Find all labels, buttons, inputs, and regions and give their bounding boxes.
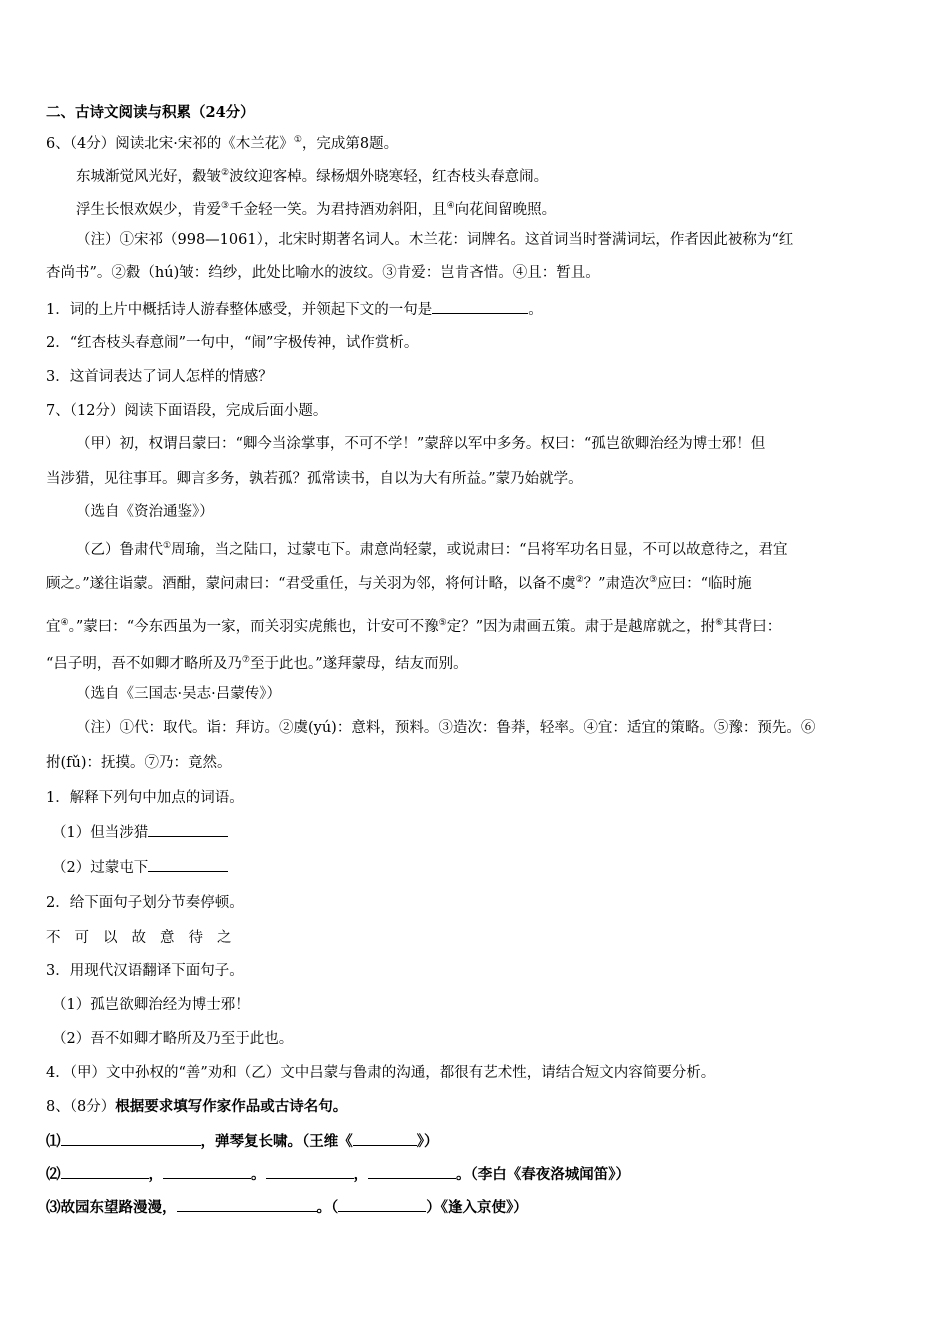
q6-item-2: 2．“红杏枝头春意闹”一句中，“闹”字极传神，试作赏析。 bbox=[46, 335, 419, 351]
answer-blank[interactable] bbox=[432, 299, 528, 314]
answer-blank[interactable] bbox=[353, 1131, 417, 1146]
answer-blank[interactable] bbox=[163, 1164, 251, 1179]
q6-header: 6、（4分）阅读北宋·宋祁的《木兰花》①，完成第8题。 bbox=[46, 135, 399, 152]
q8-header: 8、（8分）根据要求填写作家作品或古诗名句。 bbox=[46, 1098, 348, 1115]
passage-yi-line-1: （乙）鲁肃代①周瑜，当之陆口，过蒙屯下。肃意尚轻蒙，或说肃曰：“吕将军功名日显，不可以故意待之，君宜 bbox=[76, 541, 788, 558]
answer-blank[interactable] bbox=[368, 1164, 456, 1179]
source-yi: （选自《三国志·吴志·吕蒙传》） bbox=[76, 686, 281, 702]
section-title: 二、古诗文阅读与积累（24分） bbox=[46, 104, 255, 121]
q7-item-4: 4．（甲）文中孙权的“善”劝和（乙）文中吕蒙与鲁肃的沟通，都很有艺术性，请结合短文内容简要分析。 bbox=[46, 1065, 716, 1081]
answer-blank[interactable] bbox=[61, 1164, 149, 1179]
poem-line-2: 浮生长恨欢娱少，肯爱③千金轻一笑。为君持酒劝斜阳，且④向花间留晚照。 bbox=[76, 201, 557, 218]
passage-yi-line-3: 宜④。”蒙曰：“今东西虽为一家，而关羽实虎熊也，计安可不豫⑤定？”因为肃画五策。肃于是越席就之，拊⑥其背曰： bbox=[46, 618, 782, 635]
q6-item-3: 3．这首词表达了词人怎样的情感？ bbox=[46, 369, 273, 385]
q6-item-1: 1．词的上片中概括诗人游春整体感受，并领起下文的一句是 。 bbox=[46, 299, 543, 320]
passage-yi-line-2: 顾之。”遂往诣蒙。酒酣，蒙问肃曰：“君受重任，与关羽为邻，将何计略，以备不虞②？”肃造次③应曰：“临时施 bbox=[46, 575, 752, 592]
q7-item-3: 3．用现代汉语翻译下面句子。 bbox=[46, 963, 244, 979]
answer-blank[interactable] bbox=[148, 822, 228, 837]
q7-header: 7、（12分）阅读下面语段，完成后面小题。 bbox=[46, 403, 328, 419]
passage-yi-line-4: “吕子明，吾不如卿才略所及乃⑦至于此也。”遂拜蒙母，结友而别。 bbox=[46, 655, 468, 672]
q7-item-2-sentence: 不可以故意待之 bbox=[46, 930, 246, 946]
q6-note-line-2: 杏尚书”。②縠（hú)皱：绉纱，此处比喻水的波纹。③肯爱：岂肯吝惜。④且：暂且。 bbox=[46, 265, 600, 281]
answer-blank[interactable] bbox=[338, 1197, 426, 1212]
answer-blank[interactable] bbox=[266, 1164, 354, 1179]
answer-blank[interactable] bbox=[61, 1131, 201, 1146]
q7-item-1: 1．解释下列句中加点的词语。 bbox=[46, 790, 244, 806]
passage-jia-line-2: 当涉猎，见往事耳。卿言多务，孰若孤？孤常读书，自以为大有所益。”蒙乃始就学。 bbox=[46, 471, 583, 487]
answer-blank[interactable] bbox=[148, 857, 228, 872]
q7-item-1-1: （1）但当涉猎 bbox=[52, 822, 228, 843]
q7-item-2: 2．给下面句子划分节奏停顿。 bbox=[46, 895, 244, 911]
q7-note-line-2: 拊(fǔ)：抚摸。⑦乃：竟然。 bbox=[46, 755, 232, 771]
q7-item-1-2: （2）过蒙屯下 bbox=[52, 857, 228, 878]
q8-line-2: ⑵ ， 。 ， 。（李白《春夜洛城闻笛》） bbox=[46, 1166, 630, 1183]
q8-line-1: ⑴ ，弹琴复长啸。（王维《 》） bbox=[46, 1133, 439, 1150]
q6-note-line-1: （注）①宋祁（998—1061），北宋时期著名词人。木兰花：词牌名。这首词当时誉满词坛，作者因此被称为“红 bbox=[76, 232, 794, 248]
source-jia: （选自《资治通鉴》） bbox=[76, 504, 214, 520]
q8-line-3: ⑶故园东望路漫漫， 。（ ）《逢入京使》） bbox=[46, 1199, 528, 1216]
passage-jia-line-1: （甲）初，权谓吕蒙曰：“卿今当涂掌事，不可不学！”蒙辞以军中多务。权曰：“孤岂欲卿治经为博士邪！但 bbox=[76, 436, 766, 452]
q7-item-3-1: （1）孤岂欲卿治经为博士邪！ bbox=[52, 997, 250, 1013]
q7-item-3-2: （2）吾不如卿才略所及乃至于此也。 bbox=[52, 1031, 294, 1047]
poem-line-1: 东城渐觉风光好，縠皱②波纹迎客棹。绿杨烟外晓寒轻，红杏枝头春意闹。 bbox=[76, 168, 549, 185]
q7-note-line-1: （注）①代：取代。诣：拜访。②虞(yú)：意料，预料。③造次：鲁莽，轻率。④宜：适宜的策略。⑤豫：预先。⑥ bbox=[76, 720, 816, 736]
answer-blank[interactable] bbox=[177, 1197, 317, 1212]
